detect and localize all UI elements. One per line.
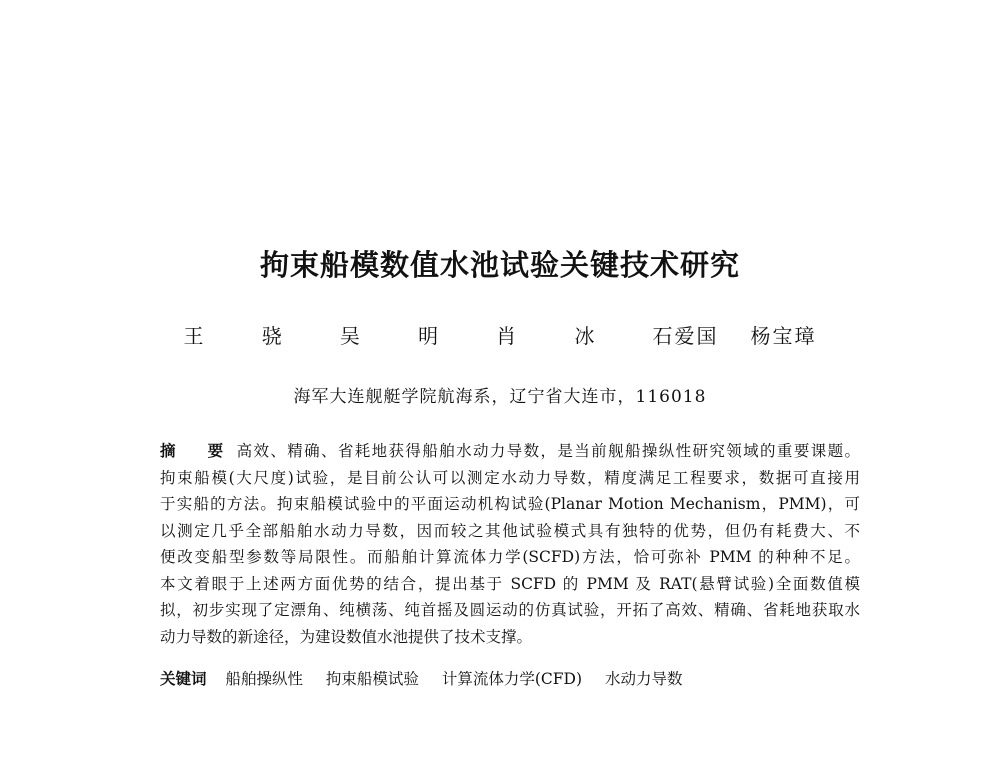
- paper-title: 拘束船模数值水池试验关键技术研究: [259, 248, 740, 282]
- abstract-label: 摘 要: [160, 442, 237, 460]
- author-list: [0, 320, 1000, 349]
- abstract-text: 高效、精确、省耗地获得船舶水动力导数，是当前舰船操纵性研究领域的重要课题。: [236, 442, 860, 460]
- author-name: 王 骁: [183, 324, 308, 348]
- keyword: 计算流体力学(CFD): [441, 670, 582, 688]
- keywords-label: 关键词: [160, 670, 207, 688]
- abstract-line: 以测定几乎全部船舶水动力导数，因而较之其他试验模式具有独特的优势，但仍有耗费大、不: [160, 521, 860, 540]
- author-name: 石爱国: [652, 324, 719, 348]
- abstract-line: 动力导数的新途径，为建设数值水池提供了技术支撑。: [160, 627, 533, 646]
- author-name: 吴 明: [339, 324, 465, 348]
- keyword: 船舶操纵性: [225, 670, 303, 688]
- keywords-block: [160, 667, 860, 689]
- abstract-line: 本文着眼于上述两方面优势的结合，提出基于 SCFD 的 PMM 及 RAT(悬臂试验)全面数值模: [160, 574, 860, 593]
- abstract-block: [160, 438, 860, 650]
- abstract-line: [160, 438, 860, 465]
- author-name: 杨宝璋: [750, 324, 817, 348]
- abstract-line: 拟，初步实现了定漂角、纯横荡、纯首摇及圆运动的仿真试验，开拓了高效、精确、省耗地获取水: [160, 601, 860, 619]
- keyword: 水动力导数: [604, 670, 683, 688]
- abstract-line: 拘束船模(大尺度)试验，是目前公认可以测定水动力导数，精度满足工程要求，数据可直接用: [160, 468, 860, 487]
- author-affiliation: 海军大连舰艇学院航海系，辽宁省大连市，116018: [293, 387, 707, 407]
- abstract-line: 于实船的方法。拘束船模试验中的平面运动机构试验(Planar Motion Mechanism，PMM)，可: [160, 495, 860, 513]
- abstract-line: 便改变船型参数等局限性。而船舶计算流体力学(SCFD)方法，恰可弥补 PMM 的种种不足。: [160, 548, 860, 566]
- keyword: 拘束船模试验: [325, 670, 419, 688]
- author-name: 肖 冰: [496, 324, 621, 348]
